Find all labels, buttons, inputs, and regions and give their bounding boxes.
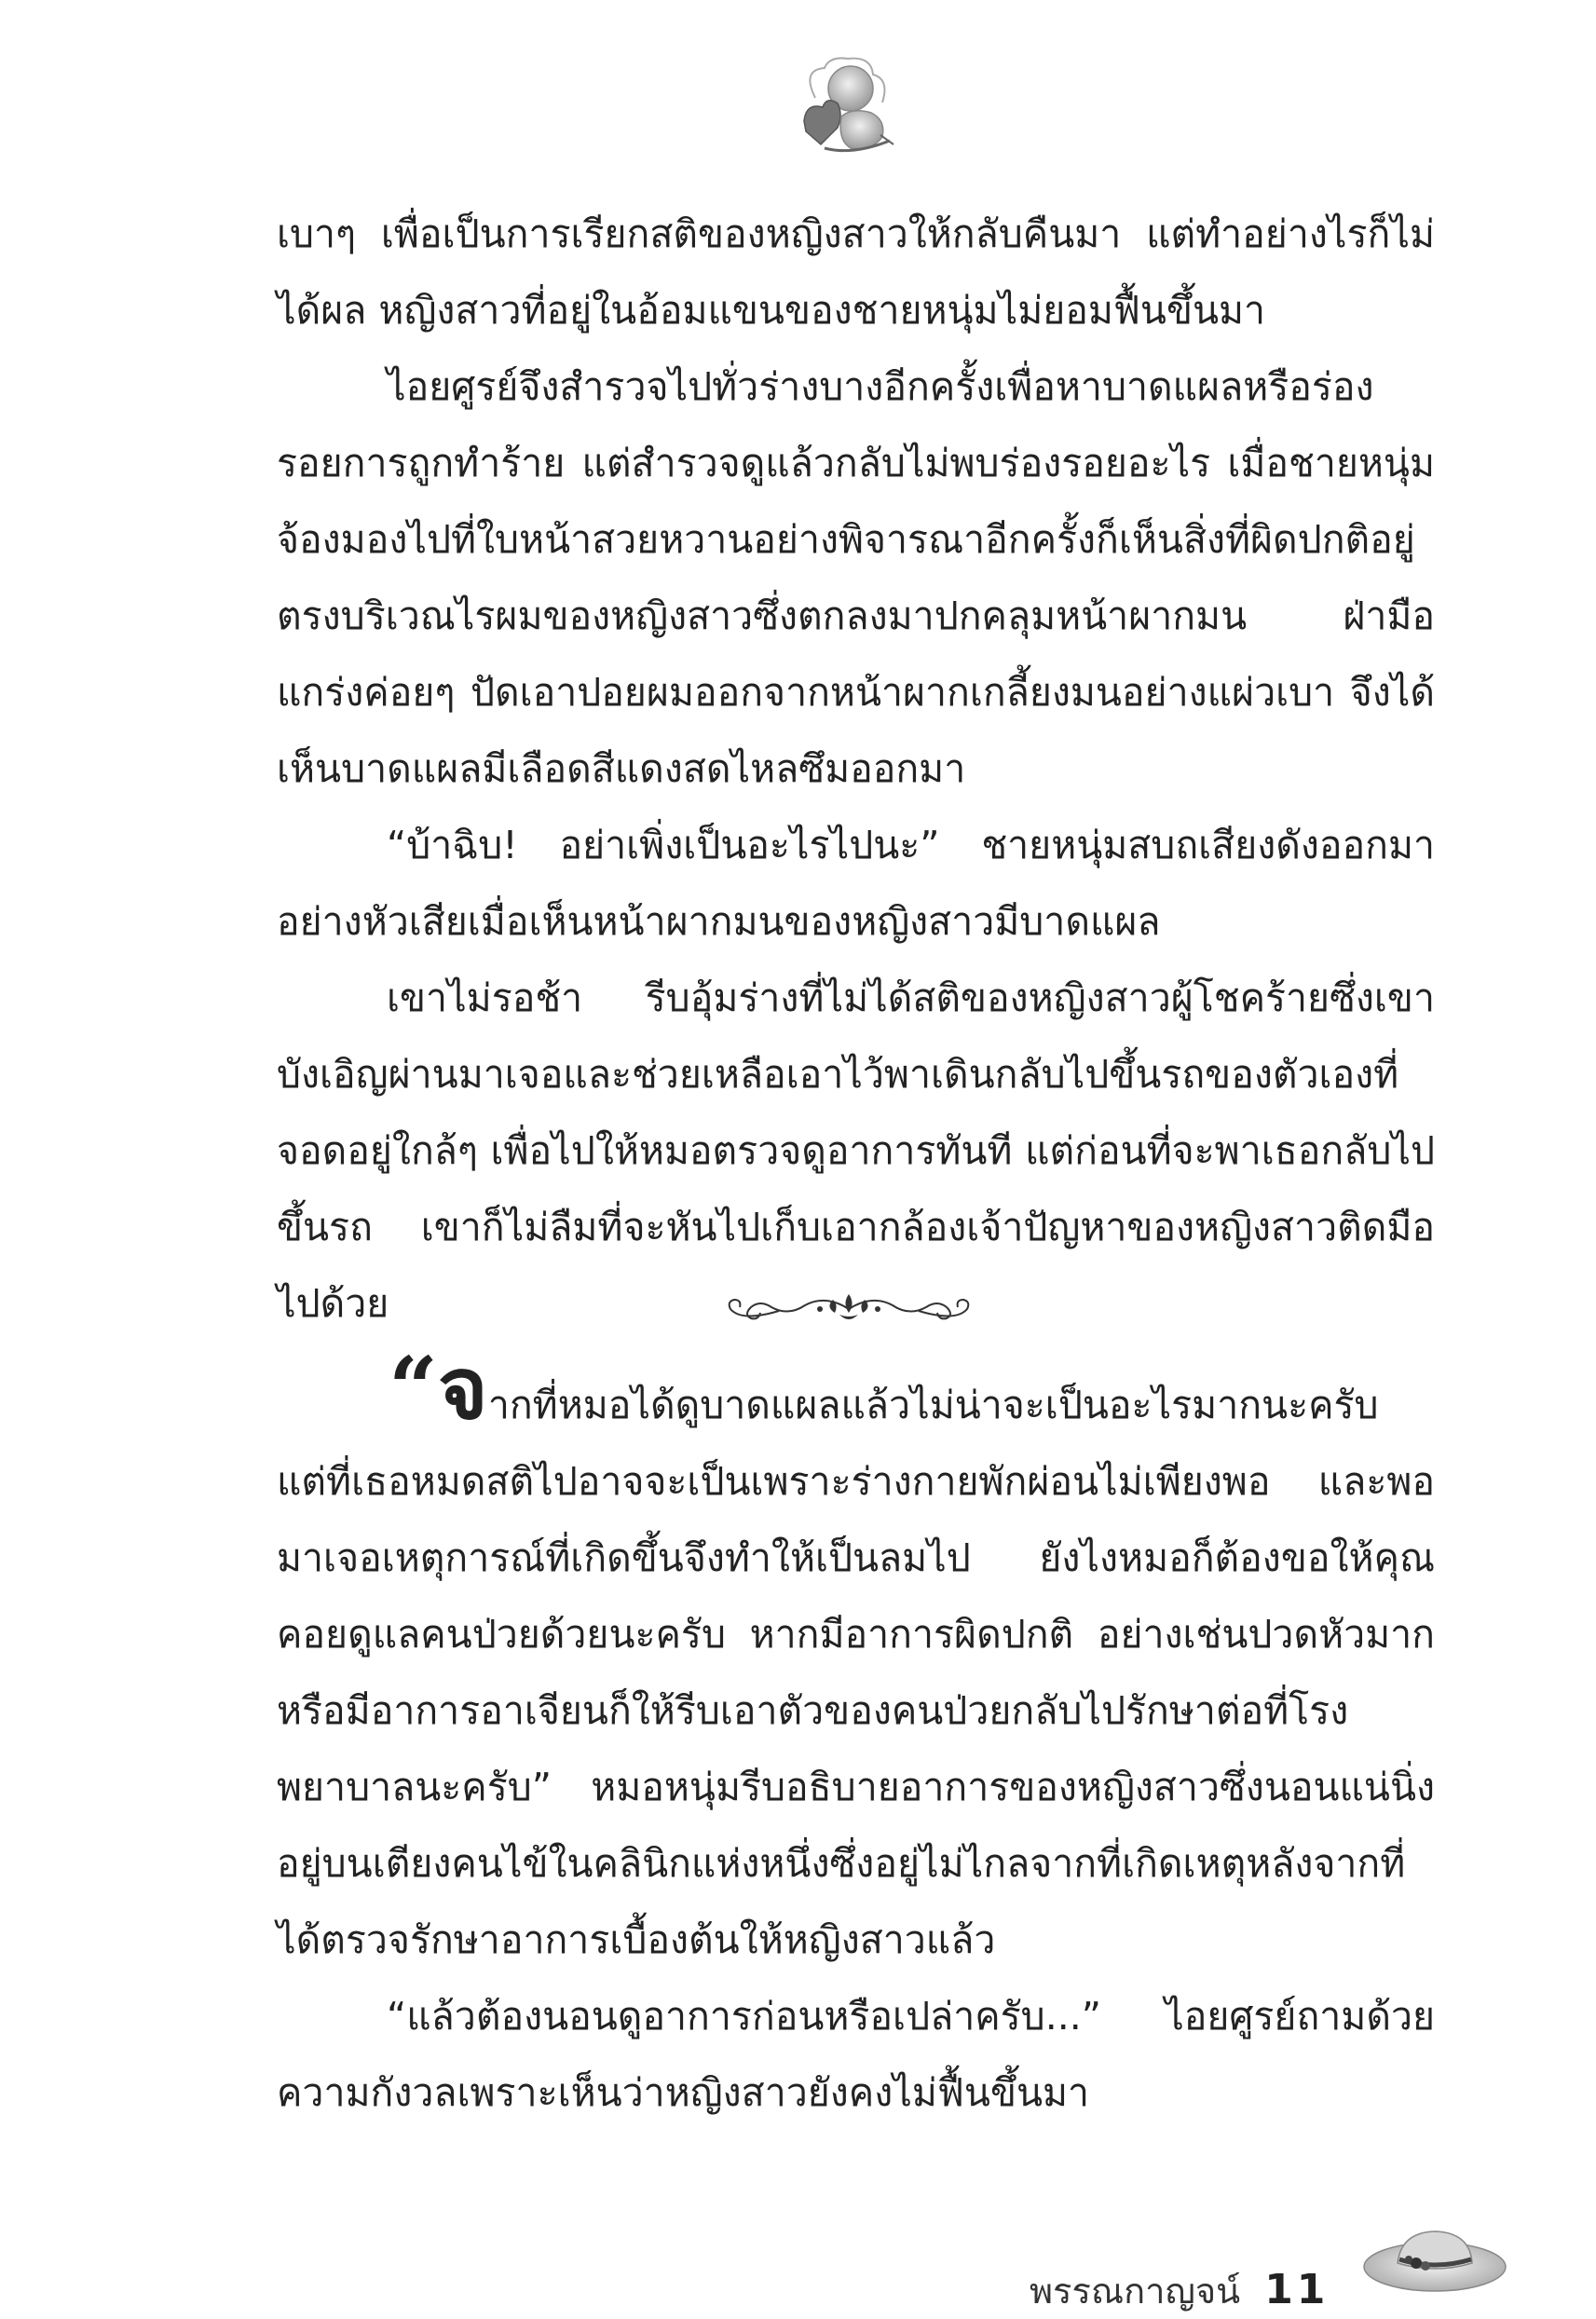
- body-text-part2: [277, 1338, 1435, 2131]
- floral-divider-icon: [723, 1289, 975, 1330]
- paragraph: [277, 1338, 1435, 1978]
- paragraph: เขาไม่รอช้า รีบอุ้มร่างที่ไม่ได้สติของหญิงสาวผู้โชคร้ายซึ่งเขาบังเอิญผ่านมาเจอและช่วยเหลือเอาไว้พาเดินกลับไปขึ้นรถของตัวเองที่จอดอยู่ใกล้ๆ เพื่อไปให้หมอตรวจดูอาการทันที แต่ก่อนที่จะพาเธอกลับไปขึ้นรถ เขาก็ไม่ลืมที่จะหันไปเก็บเอากล้องเจ้าปัญหาของหญิงสาวติดมือไปด้วย: [277, 975, 1435, 1326]
- paragraph-text: ากที่หมอได้ดูบาดแผลแล้วไม่น่าจะเป็นอะไรมากนะครับ แต่ที่เธอหมดสติไปอาจจะเป็นเพราะร่างกายพักผ่อนไม่เพียงพอ และพอมาเจอเหตุการณ์ที่เกิดขึ้นจึงทำให้เป็นลมไป ยังไงหมอก็ต้องขอให้คุณคอยดูแลคนป่วยด้วยนะครับ หากมีอาการผิดปกติ อย่างเช่นปวดหัวมากหรือมีอาการอาเจียนก็ให้รีบเอาตัวของคนป่วยกลับไปรักษาต่อที่โรงพยาบาลนะครับ” หมอหนุ่มรีบอธิบายอาการของหญิงสาวซึ่งนอนแน่นิ่งอยู่บนเตียงคนไข้ในคลินิกแห่งหนึ่งซึ่งอยู่ไม่ไกลจากที่เกิดเหตุหลังจากที่ได้ตรวจรักษาอาการเบื้องต้นให้หญิงสาวแล้ว: [277, 1383, 1435, 1962]
- cupid-with-heart-icon: [797, 51, 899, 158]
- body-text: [277, 196, 1435, 1342]
- book-title: พรรณกาญจน์: [1030, 2271, 1241, 2312]
- page-number: 11: [1264, 2266, 1330, 2313]
- dropcap: “จ: [389, 1338, 488, 1439]
- paragraph: “บ้าฉิบ! อย่าเพิ่งเป็นอะไรไปนะ” ชายหนุ่มสบถเสียงดังออกมาอย่างหัวเสียเมื่อเห็นหน้าผากมนของหญิงสาวมีบาดแผล: [277, 823, 1435, 944]
- paragraph: เบาๆ เพื่อเป็นการเรียกสติของหญิงสาวให้กลับคืนมา แต่ทำอย่างไรก็ไม่ได้ผล หญิงสาวที่อยู่ในอ้อมแขนของชายหนุ่มไม่ยอมฟื้นขึ้นมา: [277, 211, 1435, 333]
- paragraph: “แล้วต้องนอนดูอาการก่อนหรือเปล่าครับ...” ไอยศูรย์ถามด้วยความกังวลเพราะเห็นว่าหญิงสาวยังคงไม่ฟื้นขึ้นมา: [277, 1994, 1435, 2115]
- paragraph: ไอยศูรย์จึงสำรวจไปทั่วร่างบางอีกครั้งเพื่อหาบาดแผลหรือร่องรอยการถูกทำร้าย แต่สำรวจดูแล้วกลับไม่พบร่องรอยอะไร เมื่อชายหนุ่มจ้องมองไปที่ใบหน้าสวยหวานอย่างพิจารณาอีกครั้งก็เห็นสิ่งที่ผิดปกติอยู่ตรงบริเวณไรผมของหญิงสาวซึ่งตกลงมาปกคลุมหน้าผากมน ฝ่ามือแกร่งค่อยๆ ปัดเอาปอยผมออกจากหน้าผากเกลี้ยงมนอย่างแผ่วเบา จึงได้เห็นบาดแผลมีเลือดสีแดงสดไหลซึมออกมา: [277, 364, 1435, 791]
- sun-hat-icon: [1360, 2222, 1509, 2297]
